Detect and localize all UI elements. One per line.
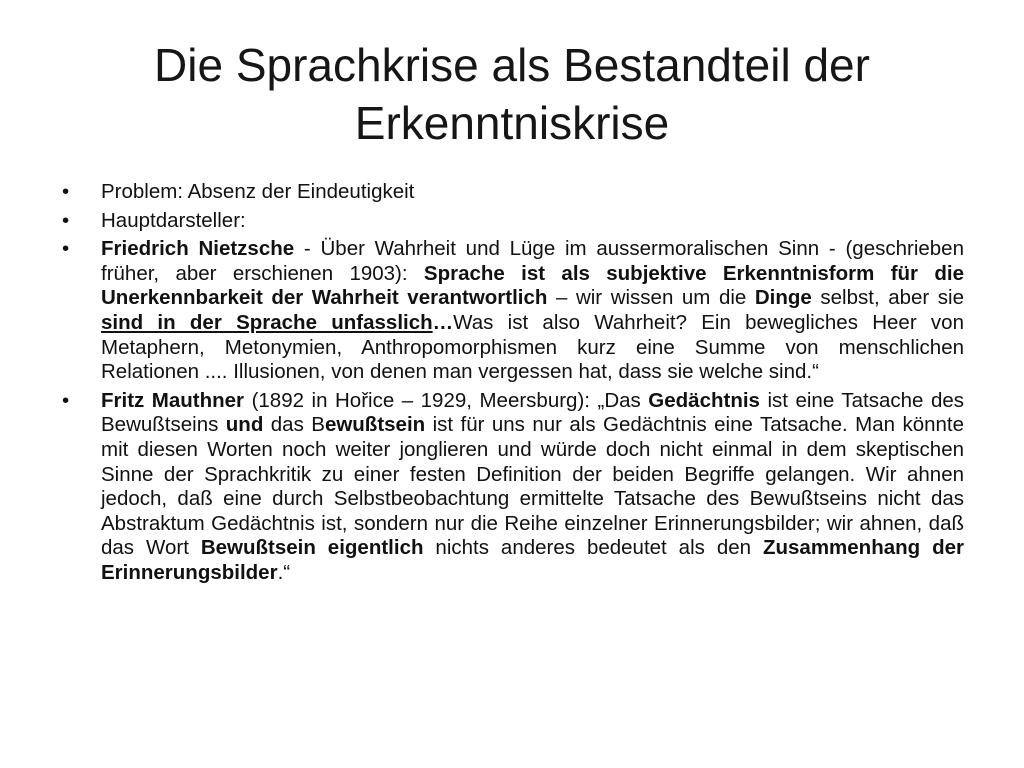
slide-title: [60, 36, 964, 152]
bullet-text-segment: Hauptdarsteller:: [101, 208, 246, 232]
bullet-text-segment: .“: [277, 560, 291, 584]
bullet-text-segment: (1892 in Hořice – 1929, Meersburg): „Das: [244, 388, 649, 412]
bullet-text: [101, 180, 414, 203]
bullet-item: [62, 180, 964, 205]
bullet-text-emphasis: ewußtsein: [324, 413, 426, 437]
slide-content: [62, 180, 964, 590]
bullet-text-emphasis: Dinge: [754, 286, 812, 310]
bullet-list: [62, 180, 964, 586]
bullet-text-emphasis: sind in der Sprache unfasslich: [101, 310, 433, 334]
bullet-text-emphasis: Sprache ist als subjektive Erkenntnisform für die Unerkennbarkeit der Wahrheit verantwortlich: [101, 261, 964, 310]
bullet-text-emphasis: und: [225, 413, 264, 437]
bullet-point-icon: •: [62, 208, 70, 232]
bullet-item: [62, 237, 964, 385]
bullet-text-emphasis: …: [432, 310, 454, 334]
bullet-text-emphasis: Bewußtsein eigentlich: [200, 536, 424, 560]
bullet-point-icon: •: [62, 180, 70, 203]
bullet-text-segment: nichts anderes bedeutet als den: [423, 536, 763, 560]
bullet-point-icon: •: [62, 388, 70, 412]
bullet-text-segment: – wir wissen um die: [547, 286, 755, 310]
bullet-text: [101, 237, 964, 383]
bullet-text: [101, 209, 246, 232]
bullet-text-segment: selbst, aber sie: [811, 286, 964, 310]
bullet-text-segment: - Über Wahrheit und Lüge im aussermoralischen Sinn - (geschrieben früher, aber erschienen 1903):: [101, 237, 964, 285]
bullet-text: [101, 389, 964, 584]
bullet-text-emphasis: Friedrich Nietzsche: [101, 237, 295, 261]
bullet-text-segment: Problem: Absenz der Eindeutigkeit: [101, 180, 415, 203]
bullet-point-icon: •: [62, 237, 70, 261]
bullet-item: [62, 209, 964, 234]
bullet-text-segment: ist für uns nur als Gedächtnis eine Tatsache. Man könnte mit diesen Worten noch weiter jonglieren und würde doch nicht einmal in dem skeptischen Sinne der Sprachkritik zu einer festen Definition der beiden Begriffe gelangen. Wir ahnen jedoch, daß eine durch Selbstbeobachtung ermittelte Tatsache des Bewußtseins nicht das Abstraktum Gedächtnis ist, sondern nur die Reihe einzelner Erinnerungsbilder; wir ahnen, daß das Wort: [101, 413, 964, 560]
slide-title-line-1: Die Sprachkrise als Bestandteil der: [154, 39, 870, 91]
slide-title-line-2: Erkenntniskrise: [354, 97, 670, 149]
bullet-text-segment: Was ist also Wahrheit? Ein bewegliches Heer von Metaphern, Metonymien, Anthropomorphismen kurz eine Summe von menschlichen Relationen .... Illusionen, von denen man vergessen hat, dass sie welche sind.“: [101, 310, 964, 384]
bullet-item: [62, 389, 964, 586]
bullet-text-emphasis: Zusammenhang der Erinnerungsbilder: [101, 536, 964, 584]
bullet-text-emphasis: Gedächtnis: [648, 388, 760, 412]
bullet-text-segment: das B: [263, 413, 325, 437]
bullet-text-emphasis: Fritz Mauthner: [101, 388, 245, 412]
bullet-text-segment: ist eine Tatsache des Bewußtseins: [101, 388, 964, 437]
